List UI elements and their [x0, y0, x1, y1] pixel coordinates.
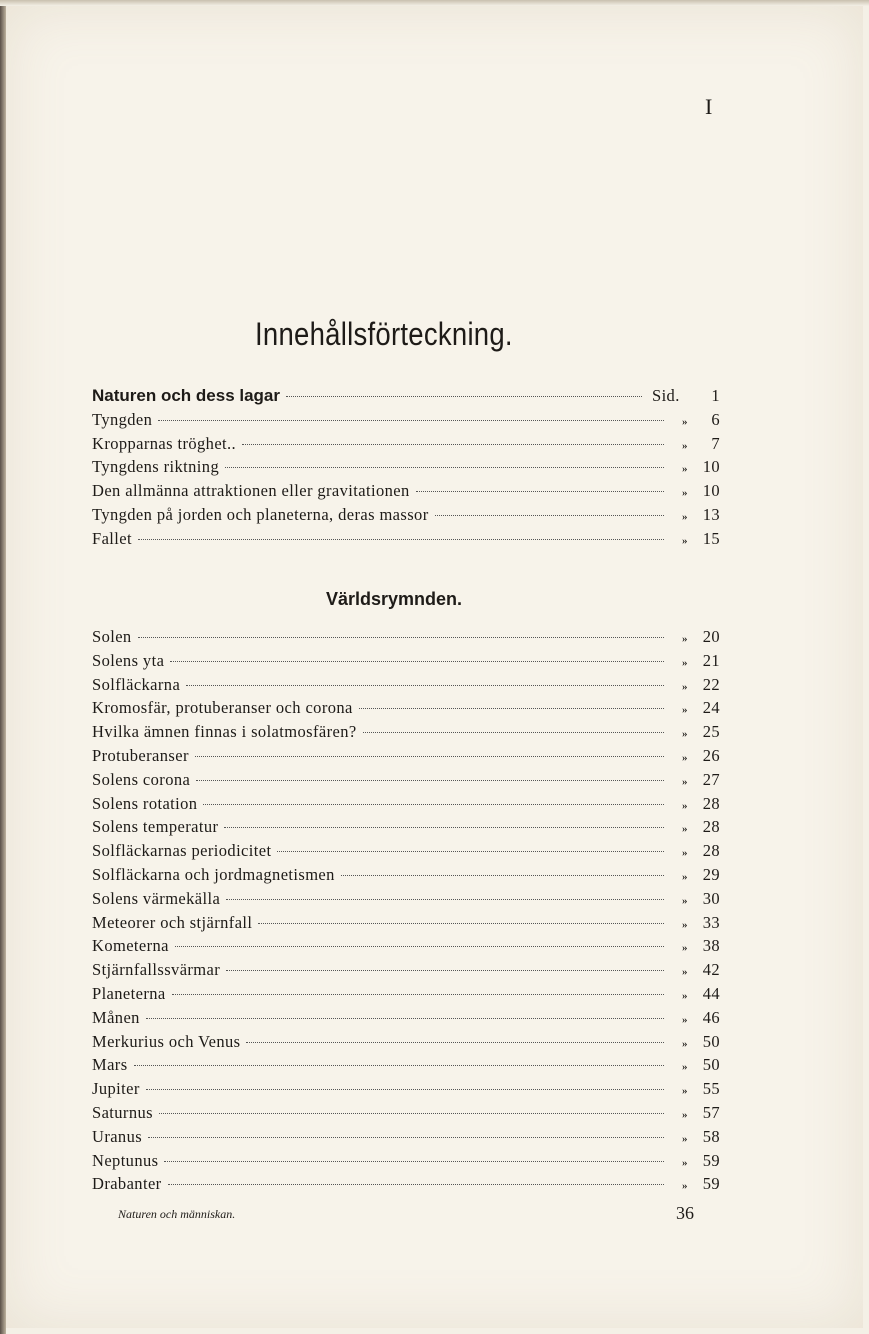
toc-entry-page: 50	[702, 1031, 720, 1051]
toc-entry-label: Hvilka ämnen finnas i solatmosfären?	[92, 722, 357, 742]
toc-entry-label: Kromosfär, protuberanser och corona	[92, 698, 353, 718]
toc-entry-page: 27	[702, 769, 720, 789]
dot-leader	[195, 756, 664, 757]
dot-leader	[416, 491, 664, 492]
toc-entry	[92, 889, 720, 913]
ditto-mark: »	[682, 463, 688, 476]
ditto-mark: »	[682, 870, 688, 883]
dot-leader	[225, 467, 664, 468]
toc-entry	[92, 434, 720, 458]
toc-entry-label: Neptunus	[92, 1150, 159, 1170]
dot-leader	[242, 444, 664, 445]
toc-entry-page: 46	[702, 1007, 720, 1027]
ditto-mark: »	[682, 1061, 688, 1074]
toc-entry	[92, 722, 720, 746]
dot-leader	[164, 1161, 664, 1162]
dot-leader	[277, 851, 664, 852]
ditto-mark: »	[682, 799, 688, 812]
toc-entry	[92, 913, 720, 937]
toc-entry-label: Solens temperatur	[92, 817, 219, 837]
toc-entry	[92, 675, 720, 699]
ditto-mark: »	[682, 823, 688, 836]
toc-entry-label: Kropparnas tröghet..	[92, 433, 237, 453]
toc-entry-page: 7	[711, 433, 720, 453]
dot-leader	[435, 515, 664, 516]
section-heading: Världsrymnden.	[326, 589, 463, 609]
dot-leader	[159, 1113, 664, 1114]
ditto-mark: »	[682, 1156, 688, 1169]
ditto-mark: »	[682, 918, 688, 931]
toc-entry-label: Solens värmekälla	[92, 888, 221, 908]
toc-entry-label: Naturen och dess lagar	[92, 386, 281, 405]
toc-entry-page: 22	[702, 674, 720, 694]
ditto-mark: »	[682, 775, 688, 788]
ditto-mark: »	[682, 989, 688, 1002]
toc-entry-page: 24	[702, 698, 720, 718]
toc-entry-page: 55	[702, 1079, 720, 1099]
toc-entry	[92, 386, 720, 410]
ditto-mark: »	[682, 487, 688, 500]
toc-entry-label: Protuberanser	[92, 745, 189, 765]
dot-leader	[138, 539, 664, 540]
toc-entry-label: Solfläckarna och jordmagnetismen	[92, 864, 335, 884]
ditto-mark: »	[682, 704, 688, 717]
dot-leader	[168, 1184, 664, 1185]
dot-leader	[226, 970, 664, 971]
toc-entry	[92, 627, 720, 651]
dot-leader	[170, 661, 664, 662]
toc-entry-label: Solens rotation	[92, 793, 198, 813]
page-folio: I	[705, 94, 713, 119]
toc-entry-page: 44	[702, 983, 720, 1003]
toc-entry	[92, 794, 720, 818]
toc-entry	[92, 1008, 720, 1032]
dot-leader	[146, 1018, 664, 1019]
toc-entry-page: 13	[702, 504, 720, 524]
ditto-mark: »	[682, 680, 688, 693]
footer-signature-number: 36	[676, 1203, 694, 1223]
page-binding-edge	[0, 0, 6, 1334]
ditto-mark: »	[682, 1132, 688, 1145]
toc-entry-label: Drabanter	[92, 1174, 162, 1194]
ditto-mark: »	[682, 1037, 688, 1050]
toc-entry	[92, 865, 720, 889]
toc-entry-label: Mars	[92, 1055, 128, 1075]
toc-entry-page: 10	[702, 481, 720, 501]
dot-leader	[134, 1065, 664, 1066]
toc-entry-label: Tyngdens riktning	[92, 457, 220, 477]
dot-leader	[359, 708, 664, 709]
dot-leader	[224, 827, 664, 828]
toc-entry-page: 33	[702, 912, 720, 932]
toc-entry	[92, 1032, 720, 1056]
toc-entry-label: Saturnus	[92, 1102, 153, 1122]
toc-entry-label: Fallet	[92, 528, 132, 548]
toc-entry-page: 28	[702, 841, 720, 861]
dot-leader	[186, 685, 664, 686]
toc-entry-label: Tyngden på jorden och planeterna, deras massor	[92, 504, 429, 524]
toc-entry-page: 28	[702, 793, 720, 813]
toc-entry	[92, 1127, 720, 1151]
toc-section-1	[92, 386, 720, 553]
toc-entry-page: 25	[702, 722, 720, 742]
toc-entry	[92, 746, 720, 770]
toc-entry-page: 21	[702, 650, 720, 670]
dot-leader	[258, 923, 664, 924]
toc-entry-label: Uranus	[92, 1126, 143, 1146]
ditto-mark: »	[682, 439, 688, 452]
toc-entry-page: 15	[702, 528, 720, 548]
dot-leader	[363, 732, 664, 733]
toc-entry	[92, 960, 720, 984]
toc-entry	[92, 457, 720, 481]
toc-entry	[92, 984, 720, 1008]
page-top-edge	[0, 0, 869, 6]
page-prefix: Sid.	[652, 386, 680, 405]
ditto-mark: »	[682, 847, 688, 860]
dot-leader	[172, 994, 664, 995]
toc-entry-page: 6	[711, 409, 720, 429]
ditto-mark: »	[682, 415, 688, 428]
toc-entry	[92, 481, 720, 505]
ditto-mark: »	[682, 894, 688, 907]
toc-entry-page: 59	[702, 1174, 720, 1194]
toc-entry-label: Stjärnfallssvärmar	[92, 960, 221, 980]
toc-entry-page: 42	[702, 960, 720, 980]
toc-entry	[92, 505, 720, 529]
toc-entry	[92, 410, 720, 434]
toc-entry-page: 10	[702, 457, 720, 477]
toc-entry	[92, 529, 720, 553]
toc-entry-label: Solfläckarna	[92, 674, 181, 694]
ditto-mark: »	[682, 510, 688, 523]
page-title: Innehållsförteckning.	[255, 316, 513, 352]
toc-entry-page: 28	[702, 817, 720, 837]
toc-entry-page: 38	[702, 936, 720, 956]
dot-leader	[158, 420, 664, 421]
toc-entry-label: Planeterna	[92, 983, 166, 1003]
dot-leader	[175, 946, 664, 947]
ditto-mark: »	[682, 633, 688, 645]
dot-leader	[286, 396, 642, 397]
toc-entry	[92, 817, 720, 841]
dot-leader	[203, 804, 664, 805]
toc-entry	[92, 1055, 720, 1079]
toc-entry-page: 26	[702, 745, 720, 765]
ditto-mark: »	[682, 656, 688, 669]
toc-entry-label: Meteorer och stjärnfall	[92, 912, 253, 932]
ditto-mark: »	[682, 1108, 688, 1121]
toc-entry	[92, 651, 720, 675]
toc-entry	[92, 1174, 720, 1198]
toc-entry	[92, 1103, 720, 1127]
toc-section-2	[92, 627, 720, 1198]
toc-entry-label: Merkurius och Venus	[92, 1031, 241, 1051]
toc-entry-page: 20	[702, 627, 720, 646]
ditto-mark: »	[682, 1013, 688, 1026]
toc-entry-label: Tyngden	[92, 409, 153, 429]
toc-entry	[92, 841, 720, 865]
toc-entry-page: 59	[702, 1150, 720, 1170]
ditto-mark: »	[682, 534, 688, 547]
toc-entry-label: Solfläckarnas periodicitet	[92, 841, 272, 861]
toc-entry-label: Solen	[92, 627, 132, 646]
dot-leader	[146, 1089, 664, 1090]
toc-entry-page: 1	[711, 386, 720, 405]
dot-leader	[148, 1137, 664, 1138]
toc-entry	[92, 1079, 720, 1103]
toc-entry	[92, 1151, 720, 1175]
toc-entry-page: 58	[702, 1126, 720, 1146]
toc-entry-page: 29	[702, 864, 720, 884]
toc-entry	[92, 936, 720, 960]
ditto-mark: »	[682, 728, 688, 741]
ditto-mark: »	[682, 751, 688, 764]
ditto-mark: »	[682, 942, 688, 955]
dot-leader	[341, 875, 664, 876]
toc-entry	[92, 698, 720, 722]
toc-entry-label: Solens corona	[92, 769, 191, 789]
toc-entry	[92, 770, 720, 794]
dot-leader	[138, 637, 664, 638]
ditto-mark: »	[682, 1180, 688, 1193]
toc-entry-label: Månen	[92, 1007, 140, 1027]
dot-leader	[196, 780, 664, 781]
toc-entry-page: 50	[702, 1055, 720, 1075]
dot-leader	[226, 899, 664, 900]
ditto-mark: »	[682, 966, 688, 979]
toc-entry-page: 57	[702, 1102, 720, 1122]
footer-book-title: Naturen och människan.	[118, 1207, 236, 1221]
toc-entry-label: Kometerna	[92, 936, 169, 956]
toc-entry-label: Solens yta	[92, 650, 165, 670]
dot-leader	[246, 1042, 664, 1043]
toc-entry-label: Den allmänna attraktionen eller gravitationen	[92, 481, 410, 501]
toc-entry-label: Jupiter	[92, 1079, 140, 1099]
toc-entry-page: 30	[702, 888, 720, 908]
ditto-mark: »	[682, 1085, 688, 1098]
